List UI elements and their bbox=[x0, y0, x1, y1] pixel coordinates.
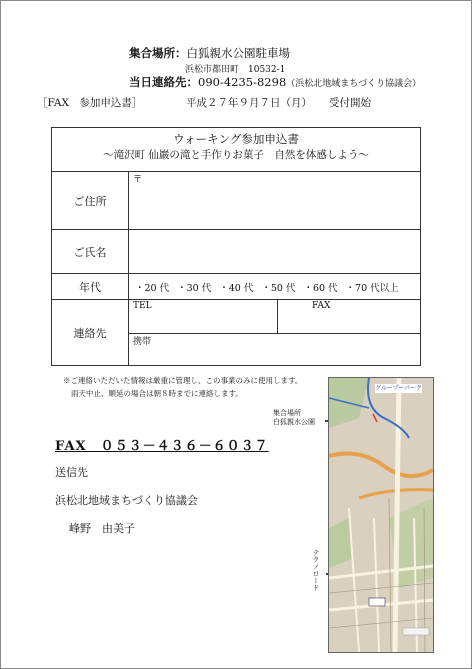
note-rain: 雨天中止、順延の場合は朝８時までに連絡します。 bbox=[71, 389, 243, 398]
age-options bbox=[129, 274, 421, 300]
sendto-person: 峰野 由美子 bbox=[69, 522, 135, 535]
mobile-label: 携帯 bbox=[133, 337, 152, 347]
meeting-place-label: 集合場所： bbox=[129, 46, 187, 60]
map-corner-label: グループーパーク bbox=[375, 385, 423, 392]
map-meeting-label-2: 白狐親水公園 bbox=[273, 418, 315, 426]
form-title-cell bbox=[52, 128, 421, 172]
tel-field[interactable] bbox=[129, 300, 278, 334]
postal-mark: 〒 bbox=[133, 175, 143, 185]
name-label: ご氏名 bbox=[52, 230, 129, 274]
header-date: 平成２７年９月７日（月） bbox=[186, 97, 312, 109]
meeting-place-value: 白狐親水公園駐車場 bbox=[186, 46, 290, 60]
address-label: ご住所 bbox=[52, 172, 129, 230]
meeting-place bbox=[129, 45, 290, 61]
contact-phone: 090-4235-8298 bbox=[198, 75, 287, 89]
meeting-contact bbox=[129, 74, 421, 90]
sendto-label: 送信先 bbox=[55, 466, 88, 479]
fax-label: FAX bbox=[312, 301, 331, 311]
application-form bbox=[51, 127, 421, 366]
age-option-30[interactable]: ・30 代 bbox=[177, 282, 212, 294]
meeting-address: 浜松市都田町 10532-1 bbox=[185, 65, 286, 75]
mobile-field[interactable] bbox=[129, 334, 421, 366]
age-option-60[interactable]: ・60 代 bbox=[303, 282, 338, 294]
form-title: ウォーキング参加申込書 bbox=[173, 132, 299, 146]
fax-tag: ［FAX 参加申込書］ bbox=[37, 97, 143, 109]
tel-label: TEL bbox=[133, 301, 152, 311]
form-subtitle: ～滝沢町 仙巌の滝と手作りお菓子 自然を体感しよう～ bbox=[103, 149, 369, 161]
age-option-70plus[interactable]: ・70 代以上 bbox=[345, 282, 399, 294]
contact-label-cell: 連絡先 bbox=[52, 300, 129, 366]
address-field[interactable] bbox=[129, 172, 421, 230]
fax-field[interactable] bbox=[278, 300, 421, 334]
age-label: 年代 bbox=[52, 274, 129, 300]
age-option-50[interactable]: ・50 代 bbox=[261, 282, 296, 294]
note-privacy: ※ご連絡いただいた情報は厳重に管理し、この事業のみに使用します。 bbox=[63, 376, 303, 385]
map-meeting-label bbox=[273, 409, 315, 427]
area-map bbox=[328, 377, 434, 653]
fax-number: FAX ０５３－４３６－６０３７ bbox=[55, 439, 269, 454]
contact-label: 当日連絡先： bbox=[129, 75, 198, 89]
age-option-20[interactable]: ・20 代 bbox=[135, 282, 170, 294]
age-option-40[interactable]: ・40 代 bbox=[219, 282, 254, 294]
sendto-org: 浜松北地域まちづくり協議会 bbox=[55, 494, 198, 507]
name-field[interactable] bbox=[129, 230, 421, 274]
map-meeting-label-1: 集合場所 bbox=[273, 409, 301, 417]
contact-org: （浜松北地域まちづくり協議会） bbox=[286, 79, 422, 89]
header-deadline: 受付開始 bbox=[329, 97, 371, 109]
map-graphic bbox=[329, 378, 433, 652]
map-road-label: テクノロード bbox=[312, 549, 320, 591]
